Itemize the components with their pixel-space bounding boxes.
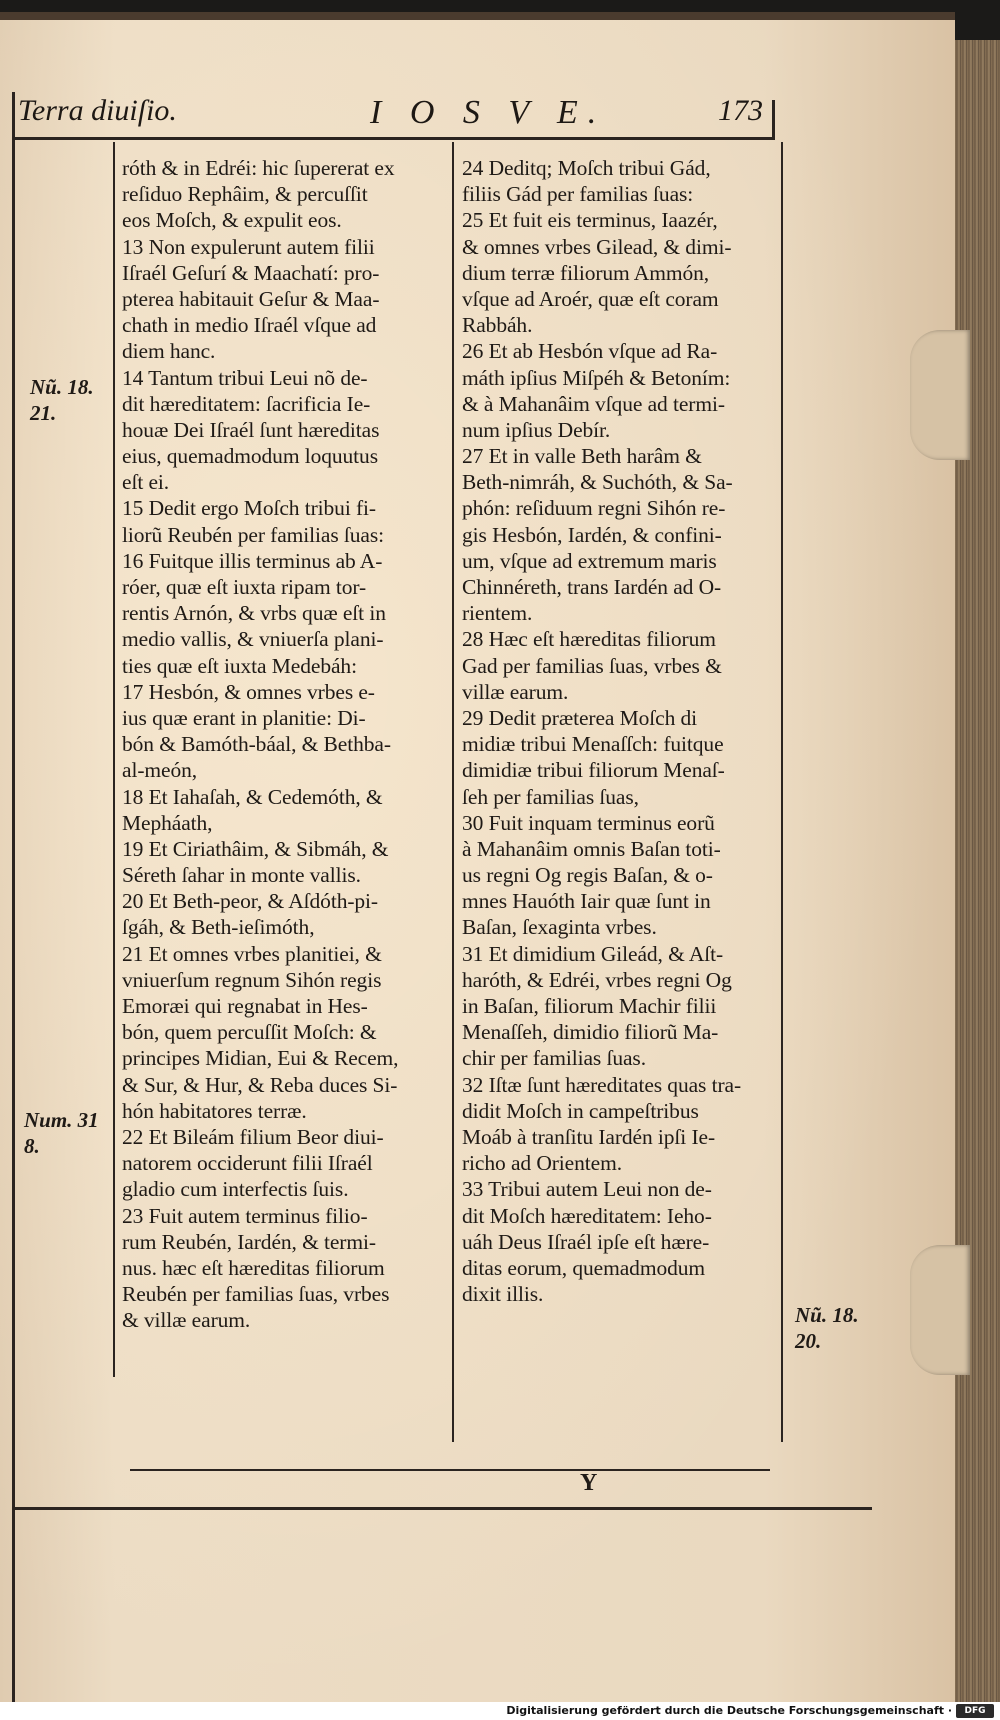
text-line: 15 Dedit ergo Moſch tribui fi-: [122, 496, 376, 521]
text-line: Mepháath,: [122, 810, 213, 835]
text-line: Gad per familias ſuas, vrbes &: [462, 653, 722, 678]
text-line: 33 Tribui autem Leui non de-: [462, 1177, 712, 1202]
text-line: chir per familias ſuas.: [462, 1046, 646, 1071]
text-line: máth ipſius Miſpéh & Betoním:: [462, 365, 731, 390]
text-line: Chinnéreth, trans Iardén ad O-: [462, 575, 722, 599]
text-line: róer, quæ eſt iuxta ripam tor-: [122, 575, 367, 599]
text-line: & à Mahanâim vſque ad termi-: [462, 391, 725, 416]
text-line: houæ Dei Iſraél ſunt hæreditas: [122, 417, 380, 442]
text-line: 30 Fuit inquam terminus eorũ: [462, 810, 715, 835]
text-line: 14 Tantum tribui Leui nõ de-: [122, 365, 368, 390]
margin-note-1-line1: Nũ. 18.: [30, 375, 94, 399]
margin-note-3: [795, 1302, 859, 1354]
bottom-rule-lower: [12, 1507, 872, 1510]
text-line: & Sur, & Hur, & Reba duces Si-: [122, 1072, 398, 1097]
text-line: Rabbáh.: [462, 313, 533, 338]
header-rule-right: [772, 100, 775, 140]
text-line: liorũ Reubén per familias ſuas:: [122, 522, 384, 547]
text-line: principes Midian, Eui & Recem,: [122, 1046, 399, 1071]
text-line: hón habitatores terræ.: [122, 1098, 307, 1123]
text-line: ſeh per familias ſuas,: [462, 784, 639, 809]
text-line: 29 Dedit præterea Moſch di: [462, 705, 698, 730]
bottom-rule-upper: [130, 1469, 770, 1471]
header-rule: [12, 137, 772, 140]
book-spine-edge: [955, 40, 1000, 1710]
text-line: gis Hesbón, Iardén, & confini-: [462, 522, 722, 547]
left-text-column: [122, 155, 447, 1333]
text-line: rientem.: [462, 601, 533, 626]
text-line: à Mahanâim omnis Baſan toti-: [462, 836, 721, 861]
signature-mark: Y: [580, 1470, 598, 1496]
page-number: 173: [718, 94, 763, 127]
text-line: 17 Hesbón, & omnes vrbes e-: [122, 679, 375, 704]
text-line: 19 Et Ciriathâim, & Sibmáh, &: [122, 836, 389, 861]
text-line: diem hanc.: [122, 339, 216, 364]
text-line: rentis Arnón, & vrbs quæ eſt in: [122, 601, 386, 626]
text-line: us regni Og regis Baſan, & o-: [462, 863, 713, 888]
text-line: chath in medio Iſraél vſque ad: [122, 313, 377, 338]
right-column-border: [781, 142, 783, 1442]
text-line: eius, quemadmodum loquutus: [122, 444, 378, 469]
text-line: num ipſius Debír.: [462, 417, 611, 442]
left-border: [12, 92, 15, 1702]
margin-note-2-line1: Num. 31: [24, 1108, 99, 1132]
text-line: ſgáh, & Beth-ieſimóth,: [122, 915, 315, 940]
text-line: 27 Et in valle Beth harâm &: [462, 444, 702, 469]
right-text-column: [462, 155, 777, 1307]
text-line: 13 Non expulerunt autem filii: [122, 234, 375, 259]
book-title: I O S V E.: [370, 94, 607, 131]
text-line: vniuerſum regnum Sihón regis: [122, 967, 382, 992]
text-line: 16 Fuitque illis terminus ab A-: [122, 548, 383, 573]
top-edge-rule: [0, 12, 955, 20]
text-line: 24 Deditq; Moſch tribui Gád,: [462, 156, 711, 180]
text-line: 23 Fuit autem terminus filio-: [122, 1203, 368, 1228]
text-line: dimidiæ tribui filiorum Menaſ-: [462, 758, 725, 783]
text-line: um, vſque ad extremum maris: [462, 548, 717, 573]
margin-note-1-line2: 21.: [30, 401, 57, 425]
text-line: Emoræi qui regnabat in Hes-: [122, 994, 368, 1018]
text-line: 31 Et dimidium Gileád, & Aſt-: [462, 941, 724, 966]
footer-credit: Digitalisierung gefördert durch die Deutsche Forschungsgemeinschaft ·: [506, 1704, 952, 1717]
text-line: 32 Iſtæ ſunt hæreditates quas tra-: [462, 1072, 742, 1097]
book-page: [0, 12, 955, 1702]
text-line: midiæ tribui Menaſſch: fuitque: [462, 732, 724, 757]
text-line: al-meón,: [122, 758, 198, 783]
text-line: didit Moſch in campeſtribus: [462, 1098, 699, 1123]
text-line: ius quæ erant in planitie: Di-: [122, 705, 366, 730]
text-line: 21 Et omnes vrbes planitiei, &: [122, 941, 382, 966]
text-line: eos Moſch, & expulit eos.: [122, 208, 342, 233]
page-clip-upper: [910, 330, 970, 460]
text-line: rum Reubén, Iardén, & termi-: [122, 1229, 376, 1254]
dfg-logo: DFG: [956, 1704, 994, 1718]
text-line: Beth-nimráh, & Suchóth, & Sa-: [462, 470, 733, 495]
text-line: Iſraél Geſurí & Maachatí: pro-: [122, 260, 380, 285]
text-line: phón: reſiduum regni Sihón re-: [462, 496, 726, 521]
text-line: Menaſſeh, dimidio filiorũ Ma-: [462, 1020, 719, 1045]
text-line: vſque ad Aroér, quæ eſt coram: [462, 286, 719, 311]
text-line: villæ earum.: [462, 679, 569, 704]
text-line: 26 Et ab Hesbón vſque ad Ra-: [462, 339, 718, 364]
margin-note-3-line1: Nũ. 18.: [795, 1303, 859, 1327]
margin-divider: [113, 142, 115, 1377]
text-line: uáh Deus Iſraél ipſe eſt hære-: [462, 1229, 710, 1254]
text-line: 25 Et fuit eis terminus, Iaazér,: [462, 208, 718, 233]
margin-note-2: [24, 1107, 99, 1159]
footer-bar: [0, 1702, 1000, 1720]
text-line: pterea habitauit Geſur & Maa-: [122, 286, 380, 311]
text-line: ties quæ eſt iuxta Medebáh:: [122, 653, 357, 678]
text-line: reſiduo Rephâim, & percuſſit: [122, 182, 368, 207]
text-line: in Baſan, filiorum Machir filii: [462, 994, 717, 1018]
text-line: Baſan, ſexaginta vrbes.: [462, 915, 657, 940]
text-line: 22 Et Bileám filium Beor diui-: [122, 1124, 384, 1149]
text-line: 18 Et Iahaſah, & Cedemóth, &: [122, 784, 383, 809]
text-line: dixit illis.: [462, 1282, 544, 1307]
text-line: 28 Hæc eſt hæreditas filiorum: [462, 627, 716, 652]
page-clip-lower: [910, 1245, 970, 1375]
text-line: Reubén per familias ſuas, vrbes: [122, 1282, 390, 1307]
text-line: gladio cum interfectis ſuis.: [122, 1177, 349, 1202]
text-line: 20 Et Beth-peor, & Aſdóth-pi-: [122, 889, 378, 914]
running-title: Terra diuiſio.: [18, 94, 177, 127]
text-line: dit Moſch hæreditatem: Ieho-: [462, 1203, 712, 1228]
text-line: haróth, & Edréi, vrbes regni Og: [462, 967, 732, 992]
text-line: nus. hæc eſt hæreditas filiorum: [122, 1255, 385, 1280]
text-line: richo ad Orientem.: [462, 1151, 622, 1176]
text-line: ditas eorum, quemadmodum: [462, 1255, 706, 1280]
text-line: bón, quem percuſſit Moſch: &: [122, 1020, 377, 1045]
text-line: Séreth ſahar in monte vallis.: [122, 863, 361, 888]
text-line: Moáb à tranſitu Iardén ipſi Ie-: [462, 1124, 716, 1149]
text-line: medio vallis, & vniuerſa plani-: [122, 627, 384, 652]
column-divider: [452, 142, 454, 1442]
text-line: natorem occiderunt filii Iſraél: [122, 1151, 373, 1176]
text-line: eſt ei.: [122, 470, 170, 495]
text-line: dit hæreditatem: ſacrificia Ie-: [122, 391, 371, 416]
text-line: & omnes vrbes Gilead, & dimi-: [462, 234, 732, 259]
margin-note-3-line2: 20.: [795, 1329, 822, 1353]
text-line: filiis Gád per familias ſuas:: [462, 182, 694, 207]
text-line: & villæ earum.: [122, 1308, 251, 1333]
margin-note-1: [30, 374, 94, 426]
text-line: mnes Hauóth Iair quæ ſunt in: [462, 889, 711, 914]
margin-note-2-line2: 8.: [24, 1134, 40, 1158]
text-line: bón & Bamóth-báal, & Bethba-: [122, 732, 391, 757]
text-line: dium terræ filiorum Ammón,: [462, 260, 710, 285]
text-line: róth & in Edréi: hic ſupererat ex: [122, 156, 395, 180]
